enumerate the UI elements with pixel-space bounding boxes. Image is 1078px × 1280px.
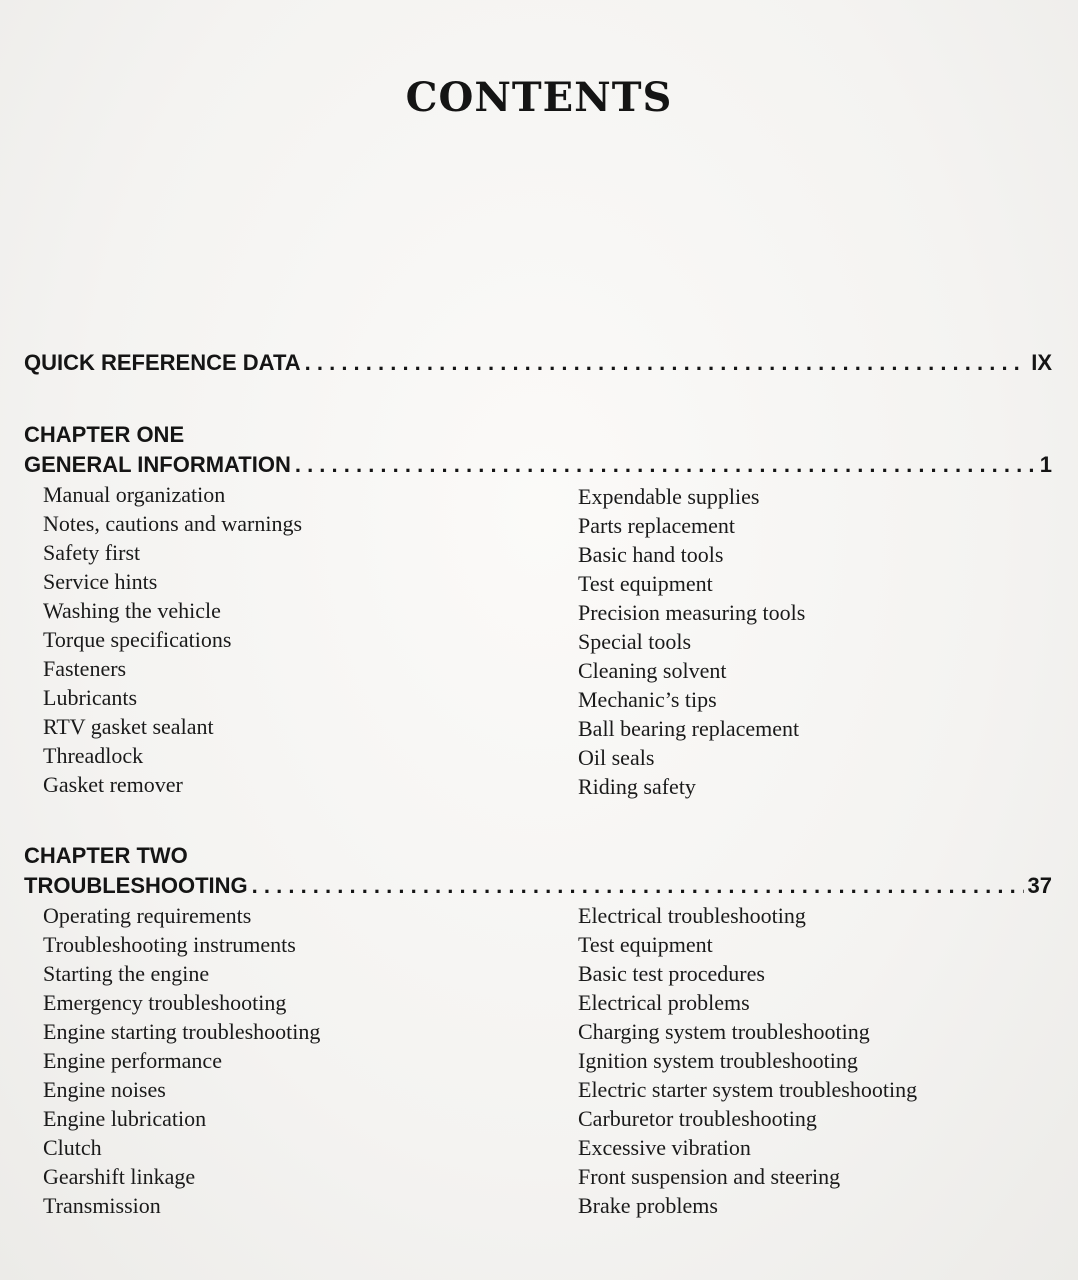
- list-item: Ignition system troubleshooting: [578, 1048, 858, 1073]
- toc-entry-page: IX: [1031, 350, 1052, 375]
- list-item: Charging system troubleshooting: [578, 1019, 870, 1044]
- list-item: Riding safety: [578, 774, 696, 799]
- list-item: Engine performance: [43, 1048, 222, 1073]
- list-item: Clutch: [43, 1135, 102, 1160]
- list-item: Electrical troubleshooting: [578, 903, 806, 928]
- list-item: Gasket remover: [43, 772, 183, 797]
- list-item: Starting the engine: [43, 961, 210, 986]
- list-item: Safety first: [43, 540, 141, 565]
- list-item: Transmission: [43, 1193, 161, 1218]
- list-item: Basic test procedures: [578, 961, 765, 986]
- list-item: Front suspension and steering: [578, 1164, 841, 1189]
- chapter-two-title: TROUBLESHOOTING: [24, 873, 248, 898]
- list-item: Gearshift linkage: [43, 1164, 196, 1189]
- list-item: Emergency troubleshooting: [43, 990, 287, 1015]
- list-item: RTV gasket sealant: [43, 714, 214, 739]
- list-item: Oil seals: [578, 745, 655, 770]
- list-item: Lubricants: [43, 685, 138, 710]
- list-item: Ball bearing replacement: [578, 716, 800, 741]
- toc-entry-quick-reference: [24, 350, 1052, 376]
- list-item: Troubleshooting instruments: [43, 932, 296, 957]
- list-item: Special tools: [578, 629, 692, 654]
- toc-entry-label: QUICK REFERENCE DATA: [24, 350, 301, 375]
- list-item: Notes, cautions and warnings: [43, 511, 303, 536]
- chapter-one-left-list: [43, 480, 302, 799]
- list-item: Manual organization: [43, 482, 226, 507]
- list-item: Parts replacement: [578, 513, 735, 538]
- list-item: Test equipment: [578, 932, 713, 957]
- chapter-two-number: CHAPTER TWO: [24, 843, 188, 868]
- list-item: Brake problems: [578, 1193, 718, 1218]
- list-item: Precision measuring tools: [578, 600, 806, 625]
- chapter-one-page: 1: [1039, 452, 1052, 477]
- list-item: Engine noises: [43, 1077, 166, 1102]
- list-item: Electric starter system troubleshooting: [578, 1077, 918, 1102]
- list-item: Excessive vibration: [578, 1135, 751, 1160]
- list-item: Engine lubrication: [43, 1106, 207, 1131]
- list-item: Expendable supplies: [578, 484, 760, 509]
- list-item: Washing the vehicle: [43, 598, 221, 623]
- list-item: Threadlock: [43, 743, 144, 768]
- dot-leader: [252, 873, 1024, 899]
- list-item: Engine starting troubleshooting: [43, 1019, 321, 1044]
- dot-leader: [305, 350, 1028, 376]
- list-item: Mechanic’s tips: [578, 687, 717, 712]
- chapter-one-title: GENERAL INFORMATION: [24, 452, 291, 477]
- list-item: Basic hand tools: [578, 542, 724, 567]
- chapter-two-left-list: [43, 901, 320, 1220]
- toc-entry-chapter-one: [24, 452, 1052, 478]
- chapter-one-right-list: [578, 482, 805, 801]
- list-item: Carburetor troubleshooting: [578, 1106, 817, 1131]
- list-item: Cleaning solvent: [578, 658, 727, 683]
- list-item: Fasteners: [43, 656, 127, 681]
- page-title: CONTENTS: [405, 74, 673, 121]
- list-item: Torque specifications: [43, 627, 232, 652]
- list-item: Operating requirements: [43, 903, 252, 928]
- chapter-one-number: CHAPTER ONE: [24, 422, 185, 447]
- list-item: Service hints: [43, 569, 158, 594]
- dot-leader: [295, 452, 1036, 478]
- list-item: Test equipment: [578, 571, 713, 596]
- list-item: Electrical problems: [578, 990, 750, 1015]
- chapter-two-right-list: [578, 901, 917, 1220]
- toc-entry-chapter-two: [24, 873, 1052, 899]
- chapter-two-page: 37: [1027, 873, 1052, 898]
